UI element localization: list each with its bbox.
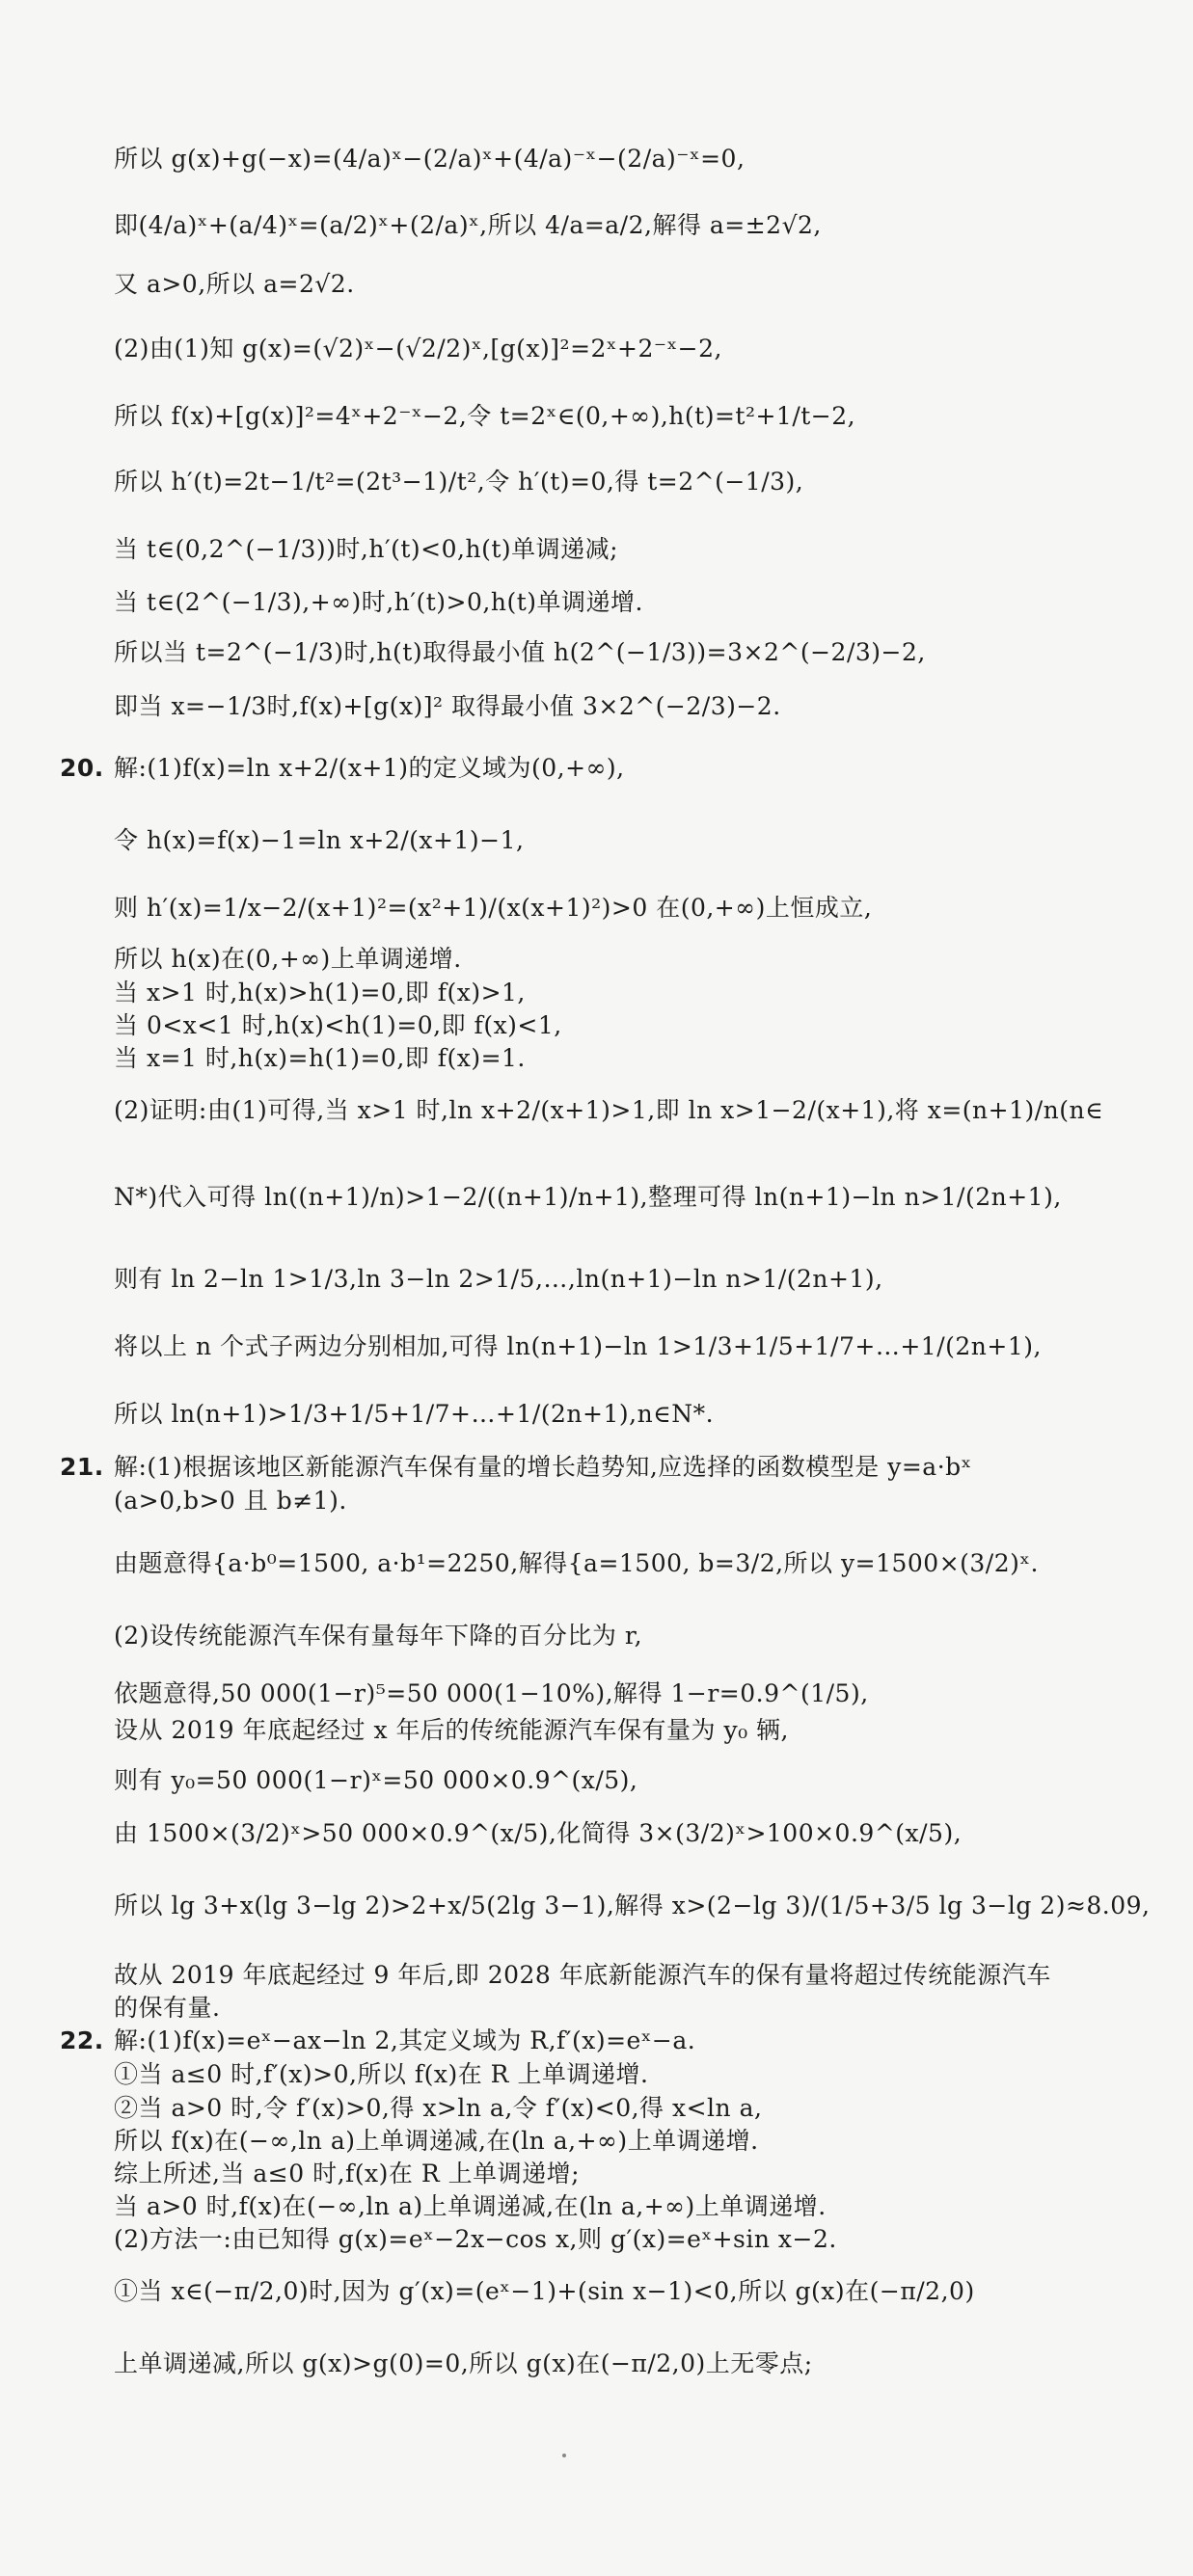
text-line: 上单调递减,所以 g(x)>g(0)=0,所以 g(x)在(−π/2,0)上无零点;	[114, 2349, 813, 2377]
text-line: 故从 2019 年底起经过 9 年后,即 2028 年底新能源汽车的保有量将超过传统能源汽车	[114, 1961, 1051, 1989]
text-line: (2)设传统能源汽车保有量每年下降的百分比为 r,	[114, 1622, 643, 1650]
text-line: 所以 ln(n+1)>1/3+1/5+1/7+…+1/(2n+1),n∈N*.	[114, 1400, 715, 1428]
text-line: 解:(1)根据该地区新能源汽车保有量的增长趋势知,应选择的函数模型是 y=a·bˣ	[114, 1453, 972, 1481]
text-line: 所以 g(x)+g(−x)=(4/a)ˣ−(2/a)ˣ+(4/a)⁻ˣ−(2/a)⁻ˣ=0,	[114, 145, 746, 173]
text-line: 所以 f(x)在(−∞,ln a)上单调递减,在(ln a,+∞)上单调递增.	[114, 2127, 759, 2155]
text-line: N*)代入可得 ln((n+1)/n)>1−2/((n+1)/n+1),整理可得 ln(n+1)−ln n>1/(2n+1),	[114, 1183, 1062, 1211]
text-line: 解:(1)f(x)=eˣ−ax−ln 2,其定义域为 R,f′(x)=eˣ−a.	[114, 2026, 696, 2054]
text-line: 当 t∈(2^(−1/3),+∞)时,h′(t)>0,h(t)单调递增.	[114, 588, 643, 616]
text-line: 综上所述,当 a≤0 时,f(x)在 R 上单调递增;	[114, 2160, 581, 2187]
question-number: 20.	[60, 754, 104, 782]
text-line: (a>0,b>0 且 b≠1).	[114, 1487, 347, 1515]
text-line: 即(4/a)ˣ+(a/4)ˣ=(a/2)ˣ+(2/a)ˣ,所以 4/a=a/2,解得 a=±2√2,	[114, 211, 822, 239]
text-line: 解:(1)f(x)=ln x+2/(x+1)的定义域为(0,+∞),	[114, 754, 625, 782]
text-line: 则有 y₀=50 000(1−r)ˣ=50 000×0.9^(x/5),	[114, 1766, 638, 1794]
text-line: 所以当 t=2^(−1/3)时,h(t)取得最小值 h(2^(−1/3))=3×2^(−2/3)−2,	[114, 638, 926, 666]
text-line: 由 1500×(3/2)ˣ>50 000×0.9^(x/5),化简得 3×(3/2)ˣ>100×0.9^(x/5),	[114, 1819, 963, 1847]
text-line: 所以 h′(t)=2t−1/t²=(2t³−1)/t²,令 h′(t)=0,得 t=2^(−1/3),	[114, 468, 804, 496]
text-line: 设从 2019 年底起经过 x 年后的传统能源汽车保有量为 y₀ 辆,	[114, 1716, 789, 1744]
text-line: 的保有量.	[114, 1994, 221, 2022]
question-number: 22.	[60, 2026, 104, 2054]
text-line: ①当 a≤0 时,f′(x)>0,所以 f(x)在 R 上单调递增.	[114, 2060, 649, 2088]
text-line: (2)方法一:由已知得 g(x)=eˣ−2x−cos x,则 g′(x)=eˣ+sin x−2.	[114, 2225, 837, 2253]
question-number: 21.	[60, 1453, 104, 1481]
text-line: 所以 h(x)在(0,+∞)上单调递增.	[114, 945, 462, 973]
scan-speck	[562, 2454, 566, 2457]
text-line: 又 a>0,所以 a=2√2.	[114, 270, 355, 298]
text-line: 由题意得{a·b⁰=1500, a·b¹=2250,解得{a=1500, b=3/2,所以 y=1500×(3/2)ˣ.	[114, 1549, 1039, 1577]
text-line: 则有 ln 2−ln 1>1/3,ln 3−ln 2>1/5,…,ln(n+1)−ln n>1/(2n+1),	[114, 1265, 883, 1293]
text-line: 当 x=1 时,h(x)=h(1)=0,即 f(x)=1.	[114, 1044, 526, 1072]
text-line: ②当 a>0 时,令 f′(x)>0,得 x>ln a,令 f′(x)<0,得 x<ln a,	[114, 2094, 763, 2122]
text-line: 当 0<x<1 时,h(x)<h(1)=0,即 f(x)<1,	[114, 1011, 562, 1039]
text-line: ①当 x∈(−π/2,0)时,因为 g′(x)=(eˣ−1)+(sin x−1)<0,所以 g(x)在(−π/2,0)	[114, 2277, 975, 2305]
text-line: 将以上 n 个式子两边分别相加,可得 ln(n+1)−ln 1>1/3+1/5+1/7+…+1/(2n+1),	[114, 1332, 1042, 1360]
text-line: 即当 x=−1/3时,f(x)+[g(x)]² 取得最小值 3×2^(−2/3)−2.	[114, 692, 781, 720]
text-line: (2)由(1)知 g(x)=(√2)ˣ−(√2/2)ˣ,[g(x)]²=2ˣ+2⁻ˣ−2,	[114, 335, 722, 362]
text-line: 依题意得,50 000(1−r)⁵=50 000(1−10%),解得 1−r=0.9^(1/5),	[114, 1679, 869, 1707]
text-line: 当 a>0 时,f(x)在(−∞,ln a)上单调递减,在(ln a,+∞)上单调递增.	[114, 2192, 827, 2220]
text-line: 所以 lg 3+x(lg 3−lg 2)>2+x/5(2lg 3−1),解得 x>(2−lg 3)/(1/5+3/5 lg 3−lg 2)≈8.09,	[114, 1892, 1151, 1919]
text-line: 令 h(x)=f(x)−1=ln x+2/(x+1)−1,	[114, 826, 525, 854]
text-line: 则 h′(x)=1/x−2/(x+1)²=(x²+1)/(x(x+1)²)>0 在(0,+∞)上恒成立,	[114, 894, 873, 922]
text-line: 当 t∈(0,2^(−1/3))时,h′(t)<0,h(t)单调递减;	[114, 535, 619, 563]
text-line: 所以 f(x)+[g(x)]²=4ˣ+2⁻ˣ−2,令 t=2ˣ∈(0,+∞),h(t)=t²+1/t−2,	[114, 402, 856, 430]
text-line: 当 x>1 时,h(x)>h(1)=0,即 f(x)>1,	[114, 979, 526, 1006]
text-line: (2)证明:由(1)可得,当 x>1 时,ln x+2/(x+1)>1,即 ln x>1−2/(x+1),将 x=(n+1)/n(n∈	[114, 1096, 1104, 1124]
